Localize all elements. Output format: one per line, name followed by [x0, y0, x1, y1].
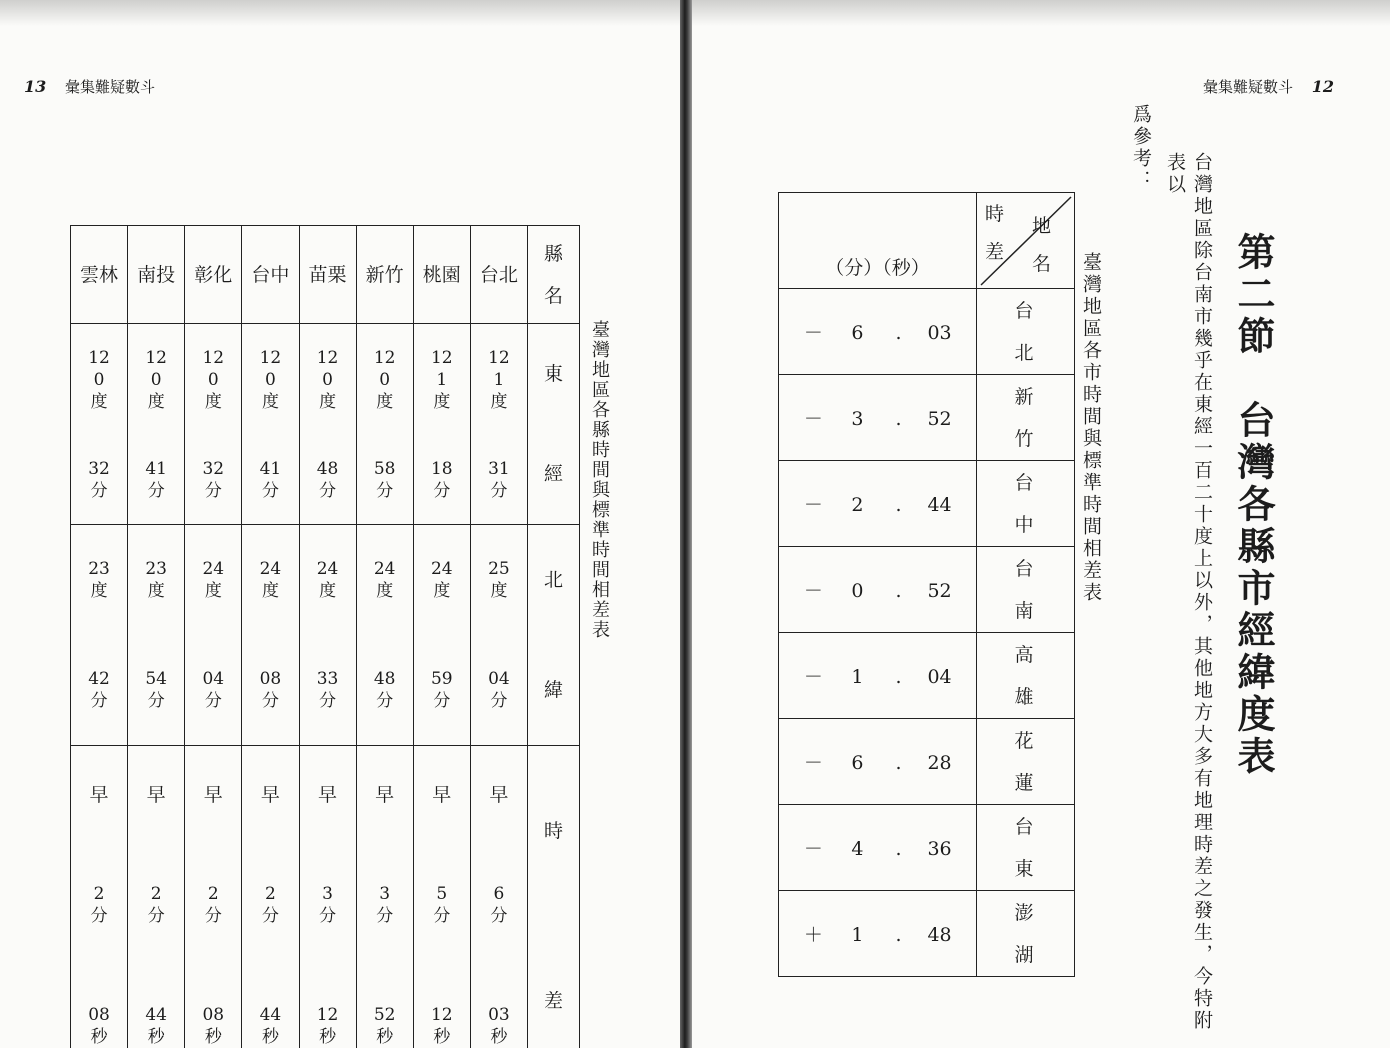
longitude-minutes: 41分 — [145, 458, 167, 501]
early-label: 早 — [146, 784, 166, 807]
diff-seconds: 12秒 — [316, 1004, 339, 1047]
diff-dot: . — [895, 752, 902, 774]
county-name-text: 台北 — [479, 263, 518, 286]
early-label: 早 — [318, 784, 338, 807]
early-label: 早 — [89, 784, 109, 807]
table-row — [779, 805, 1075, 891]
diff-minutes: 3 — [851, 408, 864, 430]
latitude-minutes: 04分 — [202, 669, 225, 711]
running-title: 彙集難疑數斗 — [1202, 78, 1293, 96]
latitude-minutes: 48分 — [373, 669, 396, 711]
diff-seconds: 44秒 — [259, 1004, 282, 1047]
longitude-degrees: 120度 — [88, 347, 110, 412]
latitude-degrees: 23度 — [145, 559, 167, 601]
latitude-cell — [357, 525, 413, 745]
diff-sign: － — [803, 752, 823, 774]
diff-seconds: 52秒 — [373, 1004, 396, 1047]
header-name — [528, 226, 579, 323]
county-name — [357, 226, 413, 323]
county-name-text: 南投 — [137, 263, 176, 286]
diff-minutes: 3分 — [376, 883, 394, 926]
latitude-cell — [71, 525, 127, 745]
table-row — [779, 891, 1075, 977]
time-diff-cell — [471, 746, 527, 1048]
longitude-degrees: 120度 — [316, 347, 339, 412]
early-label: 早 — [203, 784, 223, 807]
time-diff-cell — [414, 746, 470, 1048]
section-title: 第二節 台灣各縣市經緯度表 — [1231, 232, 1275, 778]
place-cell — [977, 547, 1075, 633]
diff-sign: － — [803, 494, 823, 516]
county-name — [242, 226, 298, 323]
diff-seconds: 44 — [927, 494, 952, 516]
right-page-header — [1203, 76, 1334, 97]
diff-sign: － — [803, 580, 823, 602]
place-name: 台東 — [1014, 815, 1034, 880]
intro-paragraph: 台灣地區除台南市幾乎在東經一百二十度上以外，其他地方大多有地理時差之發生，今特附表以 — [1164, 152, 1213, 1032]
latitude-degrees: 24度 — [202, 559, 225, 601]
place-cell — [977, 289, 1075, 375]
diff-seconds: 12秒 — [430, 1004, 453, 1047]
header-units: （分）（秒） — [825, 257, 930, 279]
diff-minutes: 2分 — [204, 883, 222, 926]
place-name-wrap — [977, 375, 1074, 460]
diff-seconds: 08秒 — [88, 1004, 110, 1047]
place-name: 台北 — [1014, 299, 1034, 364]
longitude-cell — [414, 324, 470, 524]
place-cell — [977, 461, 1075, 547]
county-name-text: 彰化 — [194, 263, 233, 286]
diff-dot: . — [895, 838, 902, 860]
diff-minutes: 1 — [851, 666, 864, 688]
latitude-degrees: 23度 — [88, 559, 110, 601]
longitude-minutes: 41分 — [259, 458, 282, 501]
place-name: 花蓮 — [1014, 729, 1034, 794]
diff-minutes: 4 — [851, 838, 864, 860]
place-name-wrap — [977, 891, 1074, 976]
header-latitude-text: 北緯 — [543, 569, 563, 701]
place-cell — [977, 633, 1075, 719]
latitude-cell — [471, 525, 527, 745]
longitude-cell — [71, 324, 127, 524]
county-name — [128, 226, 184, 323]
place-name-wrap — [977, 289, 1074, 374]
left-page — [0, 0, 680, 1048]
diff-minutes: 0 — [851, 580, 864, 602]
diff-dot: . — [895, 580, 902, 602]
left-table-title: 臺灣地區各縣時間與標準時間相差表 — [589, 320, 610, 640]
diff-seconds: 03 — [927, 322, 952, 344]
diff-seconds: 28 — [927, 752, 952, 774]
county-name — [300, 226, 356, 323]
city-time-difference-table — [778, 192, 1075, 977]
longitude-minutes: 58分 — [373, 458, 396, 501]
longitude-degrees: 120度 — [145, 347, 167, 412]
table-row — [779, 289, 1075, 375]
county-name-text: 雲林 — [80, 263, 119, 286]
left-page-header — [24, 76, 155, 97]
diff-seconds: 36 — [927, 838, 952, 860]
diff-cell — [779, 633, 977, 719]
diff-seconds: 52 — [927, 580, 952, 602]
longitude-degrees: 121度 — [430, 347, 453, 412]
longitude-cell — [242, 324, 298, 524]
county-name — [185, 226, 241, 323]
latitude-degrees: 24度 — [430, 559, 453, 601]
intro-paragraph-tail: 爲參考： — [1130, 104, 1152, 192]
table-header-row — [779, 193, 1075, 289]
time-diff-cell — [71, 746, 127, 1048]
diff-minutes: 5分 — [433, 883, 451, 926]
header-longitude-text: 東經 — [543, 363, 563, 485]
place-name-wrap — [977, 547, 1074, 632]
county-name-text: 桃園 — [422, 263, 461, 286]
early-label: 早 — [375, 784, 395, 807]
diff-sign: － — [803, 322, 823, 344]
page-number: 12 — [1311, 77, 1334, 96]
row-name — [71, 226, 580, 324]
longitude-cell — [300, 324, 356, 524]
longitude-minutes: 31分 — [488, 458, 510, 501]
latitude-cell — [128, 525, 184, 745]
bleed-through-text — [560, 110, 586, 235]
row-time-diff — [71, 746, 580, 1048]
right-table-title: 臺灣地區各市時間與標準時間相差表 — [1080, 252, 1102, 604]
diff-cell — [779, 891, 977, 977]
latitude-minutes: 42分 — [88, 669, 110, 711]
county-name-text: 台中 — [251, 263, 290, 286]
header-time-diff — [528, 746, 579, 1048]
latitude-minutes: 04分 — [488, 669, 510, 711]
place-name: 新竹 — [1014, 385, 1034, 450]
header-time-diff-text: 時差 — [543, 820, 563, 1012]
diff-cell — [779, 289, 977, 375]
latitude-degrees: 24度 — [259, 559, 282, 601]
diff-dot: . — [895, 408, 902, 430]
table-row — [779, 375, 1075, 461]
scan-shadow — [0, 0, 680, 26]
place-cell — [977, 805, 1075, 891]
place-cell — [977, 375, 1075, 461]
diff-minutes: 6 — [851, 752, 864, 774]
longitude-minutes: 32分 — [88, 458, 110, 501]
latitude-minutes: 54分 — [145, 669, 167, 711]
diff-minutes: 2 — [851, 494, 864, 516]
diff-sign: － — [803, 408, 823, 430]
county-longitude-latitude-table — [70, 225, 580, 1048]
row-longitude — [71, 324, 580, 525]
place-name: 台南 — [1014, 557, 1034, 622]
diff-seconds: 48 — [927, 924, 952, 946]
diff-sign: ＋ — [803, 924, 823, 946]
table-row — [779, 633, 1075, 719]
header-latitude — [528, 525, 579, 745]
longitude-cell — [128, 324, 184, 524]
place-name: 台中 — [1014, 471, 1034, 536]
diff-seconds: 08秒 — [202, 1004, 225, 1047]
longitude-degrees: 120度 — [202, 347, 225, 412]
longitude-cell — [471, 324, 527, 524]
longitude-degrees: 120度 — [259, 347, 282, 412]
longitude-cell — [357, 324, 413, 524]
place-name-wrap — [977, 719, 1074, 804]
place-cell — [977, 719, 1075, 805]
county-name — [414, 226, 470, 323]
place-name-wrap — [977, 461, 1074, 546]
diff-cell — [779, 719, 977, 805]
header-time-diff: 時差 — [985, 203, 1005, 263]
county-name-text: 苗栗 — [308, 263, 347, 286]
county-name — [471, 226, 527, 323]
time-diff-cell — [242, 746, 298, 1048]
longitude-degrees: 121度 — [488, 347, 510, 412]
table-row — [779, 719, 1075, 805]
diff-dot: . — [895, 322, 902, 344]
county-name-text: 新竹 — [365, 263, 404, 286]
time-diff-cell — [300, 746, 356, 1048]
place-name-wrap — [977, 633, 1074, 718]
header-place: 地名 — [1032, 215, 1052, 275]
longitude-minutes: 48分 — [316, 458, 339, 501]
diff-seconds: 52 — [927, 408, 952, 430]
table-row — [779, 461, 1075, 547]
diff-cell — [779, 547, 977, 633]
early-label: 早 — [260, 784, 280, 807]
latitude-degrees: 24度 — [316, 559, 339, 601]
diff-minutes: 2分 — [147, 883, 165, 926]
latitude-cell — [300, 525, 356, 745]
time-diff-cell — [128, 746, 184, 1048]
scan-shadow — [692, 0, 1390, 26]
diff-cell — [779, 461, 977, 547]
time-diff-cell — [185, 746, 241, 1048]
diff-cell — [779, 805, 977, 891]
diff-sign: － — [803, 666, 823, 688]
longitude-minutes: 32分 — [202, 458, 225, 501]
diff-minutes: 2分 — [261, 883, 279, 926]
longitude-degrees: 120度 — [373, 347, 396, 412]
latitude-cell — [185, 525, 241, 745]
place-name-wrap — [977, 805, 1074, 890]
running-title: 彙集難疑數斗 — [65, 78, 156, 96]
early-label: 早 — [489, 784, 509, 807]
page-number: 13 — [24, 77, 47, 96]
row-latitude — [71, 525, 580, 746]
latitude-degrees: 25度 — [488, 559, 510, 601]
latitude-degrees: 24度 — [373, 559, 396, 601]
longitude-minutes: 18分 — [430, 458, 453, 501]
diff-minutes: 2分 — [90, 883, 108, 926]
diff-cell — [779, 375, 977, 461]
county-name — [71, 226, 127, 323]
diff-minutes: 3分 — [319, 883, 337, 926]
place-cell — [977, 891, 1075, 977]
latitude-minutes: 08分 — [259, 669, 282, 711]
diff-dot: . — [895, 494, 902, 516]
diff-dot: . — [895, 666, 902, 688]
early-label: 早 — [432, 784, 452, 807]
time-diff-cell — [357, 746, 413, 1048]
longitude-cell — [185, 324, 241, 524]
book-gutter — [680, 0, 692, 1048]
table-row — [779, 547, 1075, 633]
place-name: 澎湖 — [1014, 901, 1034, 966]
diff-minutes: 6 — [851, 322, 864, 344]
diff-seconds: 03秒 — [488, 1004, 510, 1047]
latitude-minutes: 59分 — [430, 669, 453, 711]
latitude-minutes: 33分 — [316, 669, 339, 711]
place-name: 高雄 — [1014, 643, 1034, 708]
diff-dot: . — [895, 924, 902, 946]
diagonal-header-cell — [977, 193, 1074, 288]
diff-seconds: 44秒 — [145, 1004, 167, 1047]
header-longitude — [528, 324, 579, 524]
diff-minutes: 6分 — [490, 883, 508, 926]
diff-seconds: 04 — [927, 666, 952, 688]
diff-sign: － — [803, 838, 823, 860]
latitude-cell — [414, 525, 470, 745]
header-name-text: 縣名 — [543, 242, 563, 307]
latitude-cell — [242, 525, 298, 745]
diff-minutes: 1 — [851, 924, 864, 946]
